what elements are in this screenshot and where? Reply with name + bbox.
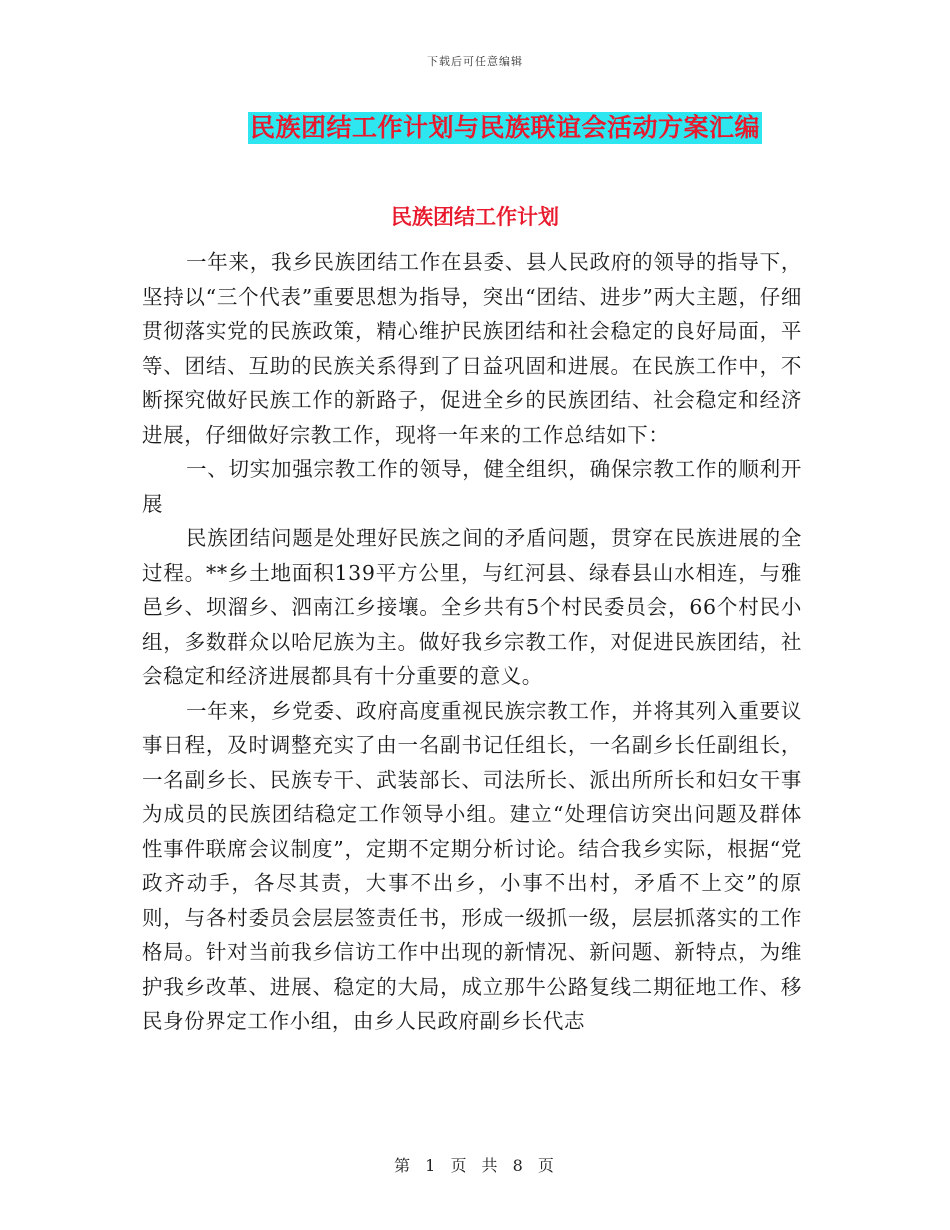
document-title-container (0, 112, 950, 144)
section-title: 民族团结工作计划 (391, 205, 559, 229)
paragraph-background: 民族团结问题是处理好民族之间的矛盾问题，贯穿在民族进展的全过程。**乡土地面积139平方公里，与红河县、绿春县山水相连，与雅邑乡、坝溜乡、泗南江乡接壤。全乡共有5个村民委员会，66个村民小组，多数群众以哈尼族为主。做好我乡宗教工作，对促进民族团结，社会稳定和经济进展都具有十分重要的意义。 (142, 526, 802, 688)
header-note: 下载后可任意编辑 (427, 55, 523, 68)
body-content (142, 245, 802, 1039)
page-footer: 第 1 页 共 8 页 (394, 1156, 556, 1175)
document-title: 民族团结工作计划与民族联谊会活动方案汇编 (249, 113, 760, 142)
paragraph-intro: 一年来，我乡民族团结工作在县委、县人民政府的领导的指导下，坚持以“三个代表”重要思想为指导，突出“团结、进步”两大主题，仔细贯彻落实党的民族政策，精心维护民族团结和社会稳定的良好局面，平等、团结、互助的民族关系得到了日益巩固和进展。在民族工作中，不断探究做好民族工作的新路子，促进全乡的民族团结、社会稳定和经济进展，仔细做好宗教工作，现将一年来的工作总结如下： (142, 250, 802, 447)
paragraph-organization: 一年来，乡党委、政府高度重视民族宗教工作，并将其列入重要议事日程，及时调整充实了由一名副书记任组长，一名副乡长任副组长，一名副乡长、民族专干、武装部长、司法所长、派出所所长和妇女干事为成员的民族团结稳定工作领导小组。建立“处理信访突出问题及群体性事件联席会议制度”，定期不定期分析讨论。结合我乡实际，根据“党政齐动手，各尽其责，大事不出乡，小事不出村，矛盾不上交”的原则，与各村委员会层层签责任书，形成一级抓一级，层层抓落实的工作格局。针对当前我乡信访工作中出现的新情况、新问题、新特点，为维护我乡改革、进展、稳定的大局，成立那牛公路复线二期征地工作、移民身份界定工作小组，由乡人民政府副乡长代志 (142, 698, 802, 1033)
paragraph-heading-one: 一、切实加强宗教工作的领导，健全组织，确保宗教工作的顺利开展 (142, 457, 802, 516)
